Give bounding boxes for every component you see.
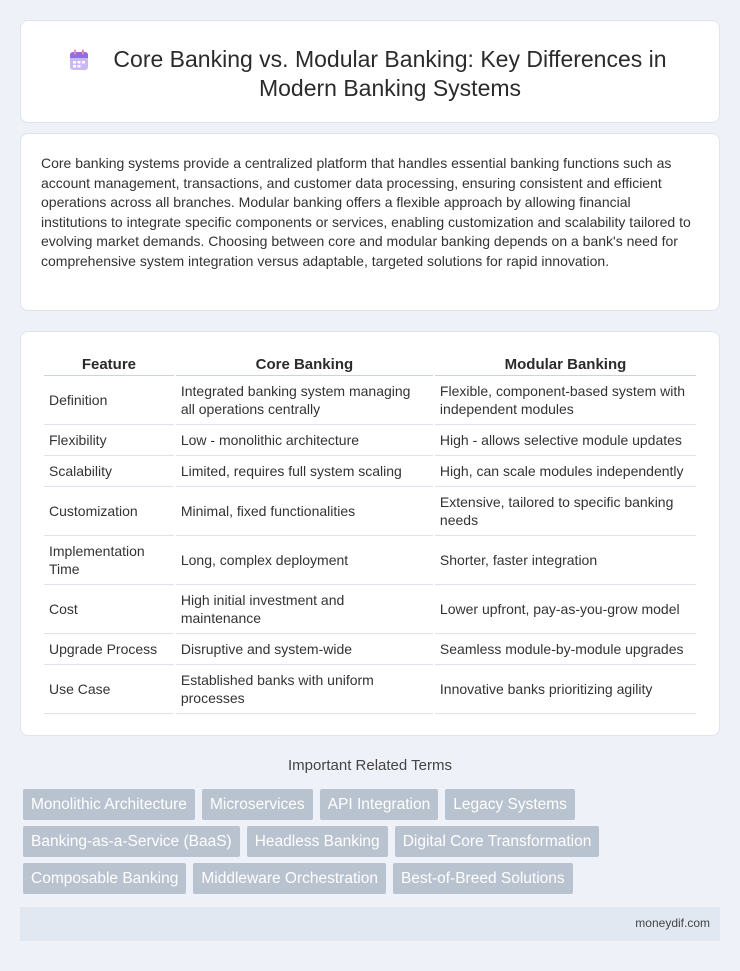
feature-cell: Definition — [44, 376, 174, 425]
related-terms-title: Important Related Terms — [288, 757, 452, 774]
title-card — [20, 20, 720, 123]
modular-cell: Flexible, component-based system with independent modules — [435, 376, 696, 425]
modular-cell: Lower upfront, pay-as-you-grow model — [435, 585, 696, 634]
tag-row — [23, 863, 713, 894]
feature-cell: Customization — [44, 487, 174, 536]
core-cell: Established banks with uniform processes — [176, 665, 433, 714]
core-cell: Minimal, fixed functionalities — [176, 487, 433, 536]
header-core-banking: Core Banking — [176, 352, 433, 376]
tag-legacy-systems[interactable]: Legacy Systems — [445, 789, 575, 820]
modular-cell: High, can scale modules independently — [435, 456, 696, 487]
tag-best-of-breed-solutions[interactable]: Best-of-Breed Solutions — [393, 863, 573, 894]
modular-cell: Extensive, tailored to specific banking needs — [435, 487, 696, 536]
tag-middleware-orchestration[interactable]: Middleware Orchestration — [193, 863, 386, 894]
table-row — [44, 665, 696, 714]
table-row — [44, 487, 696, 536]
tag-headless-banking[interactable]: Headless Banking — [247, 826, 388, 857]
footer — [20, 907, 720, 941]
core-cell: High initial investment and maintenance — [176, 585, 433, 634]
core-cell: Integrated banking system managing all operations centrally — [176, 376, 433, 425]
tag-api-integration[interactable]: API Integration — [320, 789, 439, 820]
feature-cell: Upgrade Process — [44, 634, 174, 665]
related-terms-list — [23, 789, 713, 900]
tag-monolithic-architecture[interactable]: Monolithic Architecture — [23, 789, 195, 820]
header-modular-banking: Modular Banking — [435, 352, 696, 376]
footer-site-link[interactable]: moneydif.com — [635, 916, 710, 930]
feature-cell: Cost — [44, 585, 174, 634]
page-title: Core Banking vs. Modular Banking: Key Differences in Modern Banking Systems — [113, 46, 667, 101]
feature-cell: Scalability — [44, 456, 174, 487]
tag-row — [23, 826, 713, 857]
table-row — [44, 456, 696, 487]
intro-paragraph: Core banking systems provide a centralized platform that handles essential banking functions such as account management, transactions, and customer data processing, ensuring consistent and efficient operations across all branches. Modular banking offers a flexible approach by allowing financial institutions to integrate specific components or services, enabling customization and scalability tailored to evolving market demands. Choosing between core and modular banking depends on a bank's need for comprehensive system integration versus adaptable, targeted solutions for rapid innovation. — [41, 155, 691, 269]
core-cell: Disruptive and system-wide — [176, 634, 433, 665]
tag-row — [23, 789, 713, 820]
feature-cell: Flexibility — [44, 425, 174, 456]
core-cell: Low - monolithic architecture — [176, 425, 433, 456]
table-row — [44, 585, 696, 634]
modular-cell: High - allows selective module updates — [435, 425, 696, 456]
tag-banking-as-a-service[interactable]: Banking-as-a-Service (BaaS) — [23, 826, 240, 857]
table-row — [44, 376, 696, 425]
feature-cell: Use Case — [44, 665, 174, 714]
table-row — [44, 634, 696, 665]
tag-digital-core-transformation[interactable]: Digital Core Transformation — [395, 826, 600, 857]
feature-cell: Implementation Time — [44, 536, 174, 585]
modular-cell: Innovative banks prioritizing agility — [435, 665, 696, 714]
core-cell: Long, complex deployment — [176, 536, 433, 585]
table-row — [44, 536, 696, 585]
table-row — [44, 425, 696, 456]
core-cell: Limited, requires full system scaling — [176, 456, 433, 487]
tag-composable-banking[interactable]: Composable Banking — [23, 863, 186, 894]
modular-cell: Seamless module-by-module upgrades — [435, 634, 696, 665]
comparison-table — [42, 352, 698, 714]
comparison-card — [20, 331, 720, 736]
header-feature: Feature — [44, 352, 174, 376]
intro-card — [20, 133, 720, 311]
modular-cell: Shorter, faster integration — [435, 536, 696, 585]
tag-microservices[interactable]: Microservices — [202, 789, 313, 820]
